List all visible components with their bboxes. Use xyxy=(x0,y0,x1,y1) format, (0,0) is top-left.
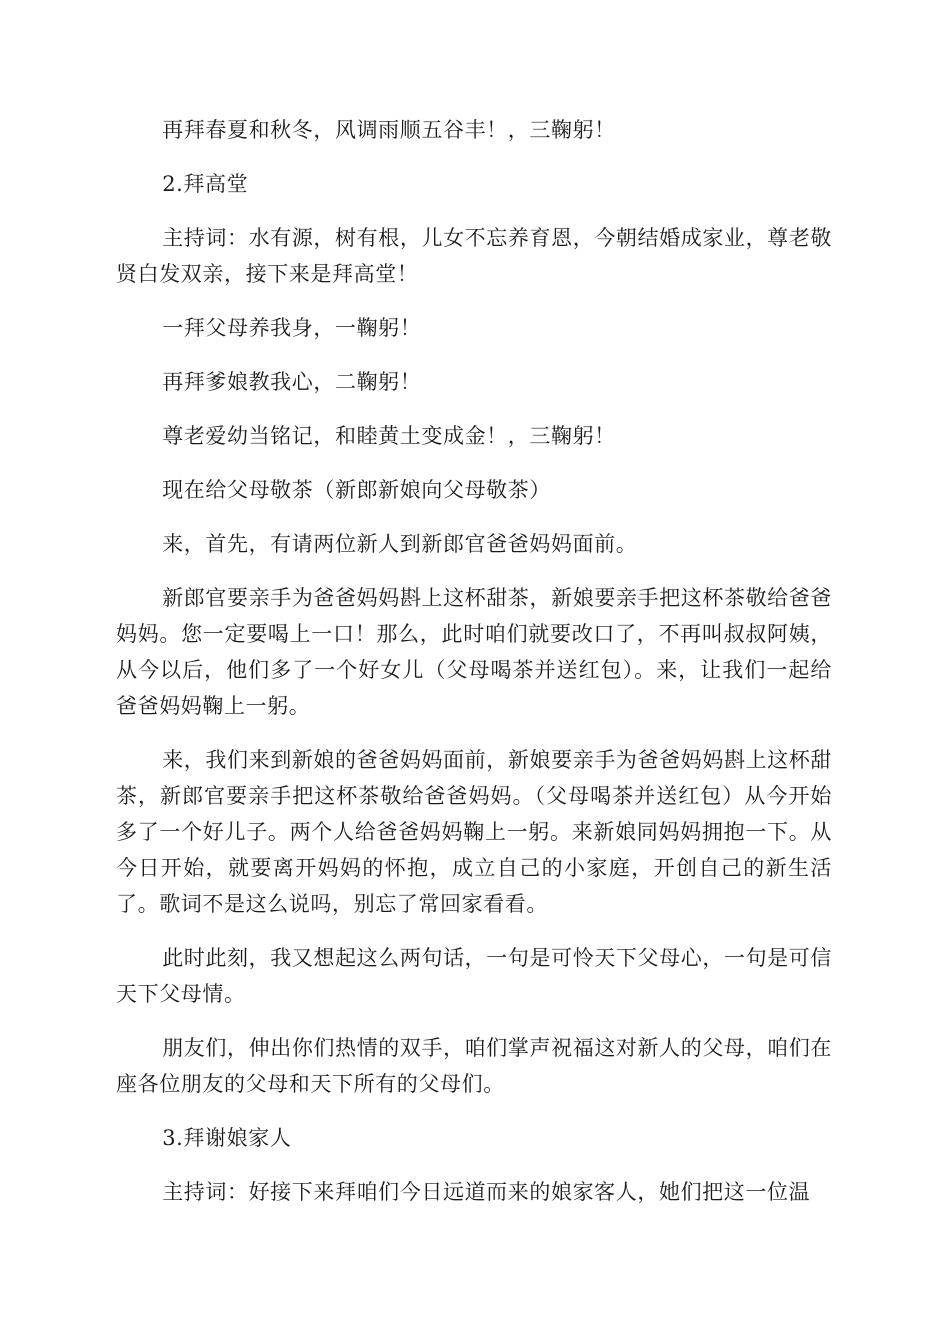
section-heading: 2.拜高堂 xyxy=(162,172,249,196)
paragraph: 再拜爹娘教我心，二鞠躬！ xyxy=(162,370,422,394)
paragraph: 主持词：水有源，树有根，儿女不忘养育恩，今朝结婚成家业，尊老敬贤白发双亲，接下来是拜高堂！ xyxy=(116,226,832,286)
paragraph: 此时此刻，我又想起这么两句话，一句是可怜天下父母心，一句是可信天下父母情。 xyxy=(116,946,832,1006)
paragraph: 新郎官要亲手为爸爸妈妈斟上这杯甜茶，新娘要亲手把这杯茶敬给爸爸妈妈。您一定要喝上一口！那么，此时咱们就要改口了，不再叫叔叔阿姨，从今以后，他们多了一个好女儿（父母喝茶并送红包）。来，让我们一起给爸爸妈妈鞠上一躬。 xyxy=(116,586,832,718)
paragraph: 一拜父母养我身，一鞠躬！ xyxy=(162,316,422,340)
paragraph: 主持词：好接下来拜咱们今日远道而来的娘家客人，她们把这一位温 xyxy=(162,1180,811,1204)
paragraph: 尊老爱幼当铭记，和睦黄土变成金！，三鞠躬！ xyxy=(162,424,616,448)
paragraph: 朋友们，伸出你们热情的双手，咱们掌声祝福这对新人的父母，咱们在座各位朋友的父母和天下所有的父母们。 xyxy=(116,1036,832,1096)
paragraph: 来，首先，有请两位新人到新郎官爸爸妈妈面前。 xyxy=(162,532,638,556)
paragraph: 来，我们来到新娘的爸爸妈妈面前，新娘要亲手为爸爸妈妈斟上这杯甜茶，新郎官要亲手把这杯茶敬给爸爸妈妈。（父母喝茶并送红包）从今开始多了一个好儿子。两个人给爸爸妈妈鞠上一躬。来新娘同妈妈拥抱一下。从今日开始，就要离开妈妈的怀抱，成立自己的小家庭，开创自己的新生活了。歌词不是这么说吗，别忘了常回家看看。 xyxy=(116,748,832,916)
section-heading: 3.拜谢娘家人 xyxy=(162,1126,292,1150)
paragraph: 现在给父母敬茶（新郎新娘向父母敬茶） xyxy=(162,478,551,502)
paragraph: 再拜春夏和秋冬，风调雨顺五谷丰！，三鞠躬！ xyxy=(162,118,616,142)
document-page xyxy=(116,112,832,1228)
